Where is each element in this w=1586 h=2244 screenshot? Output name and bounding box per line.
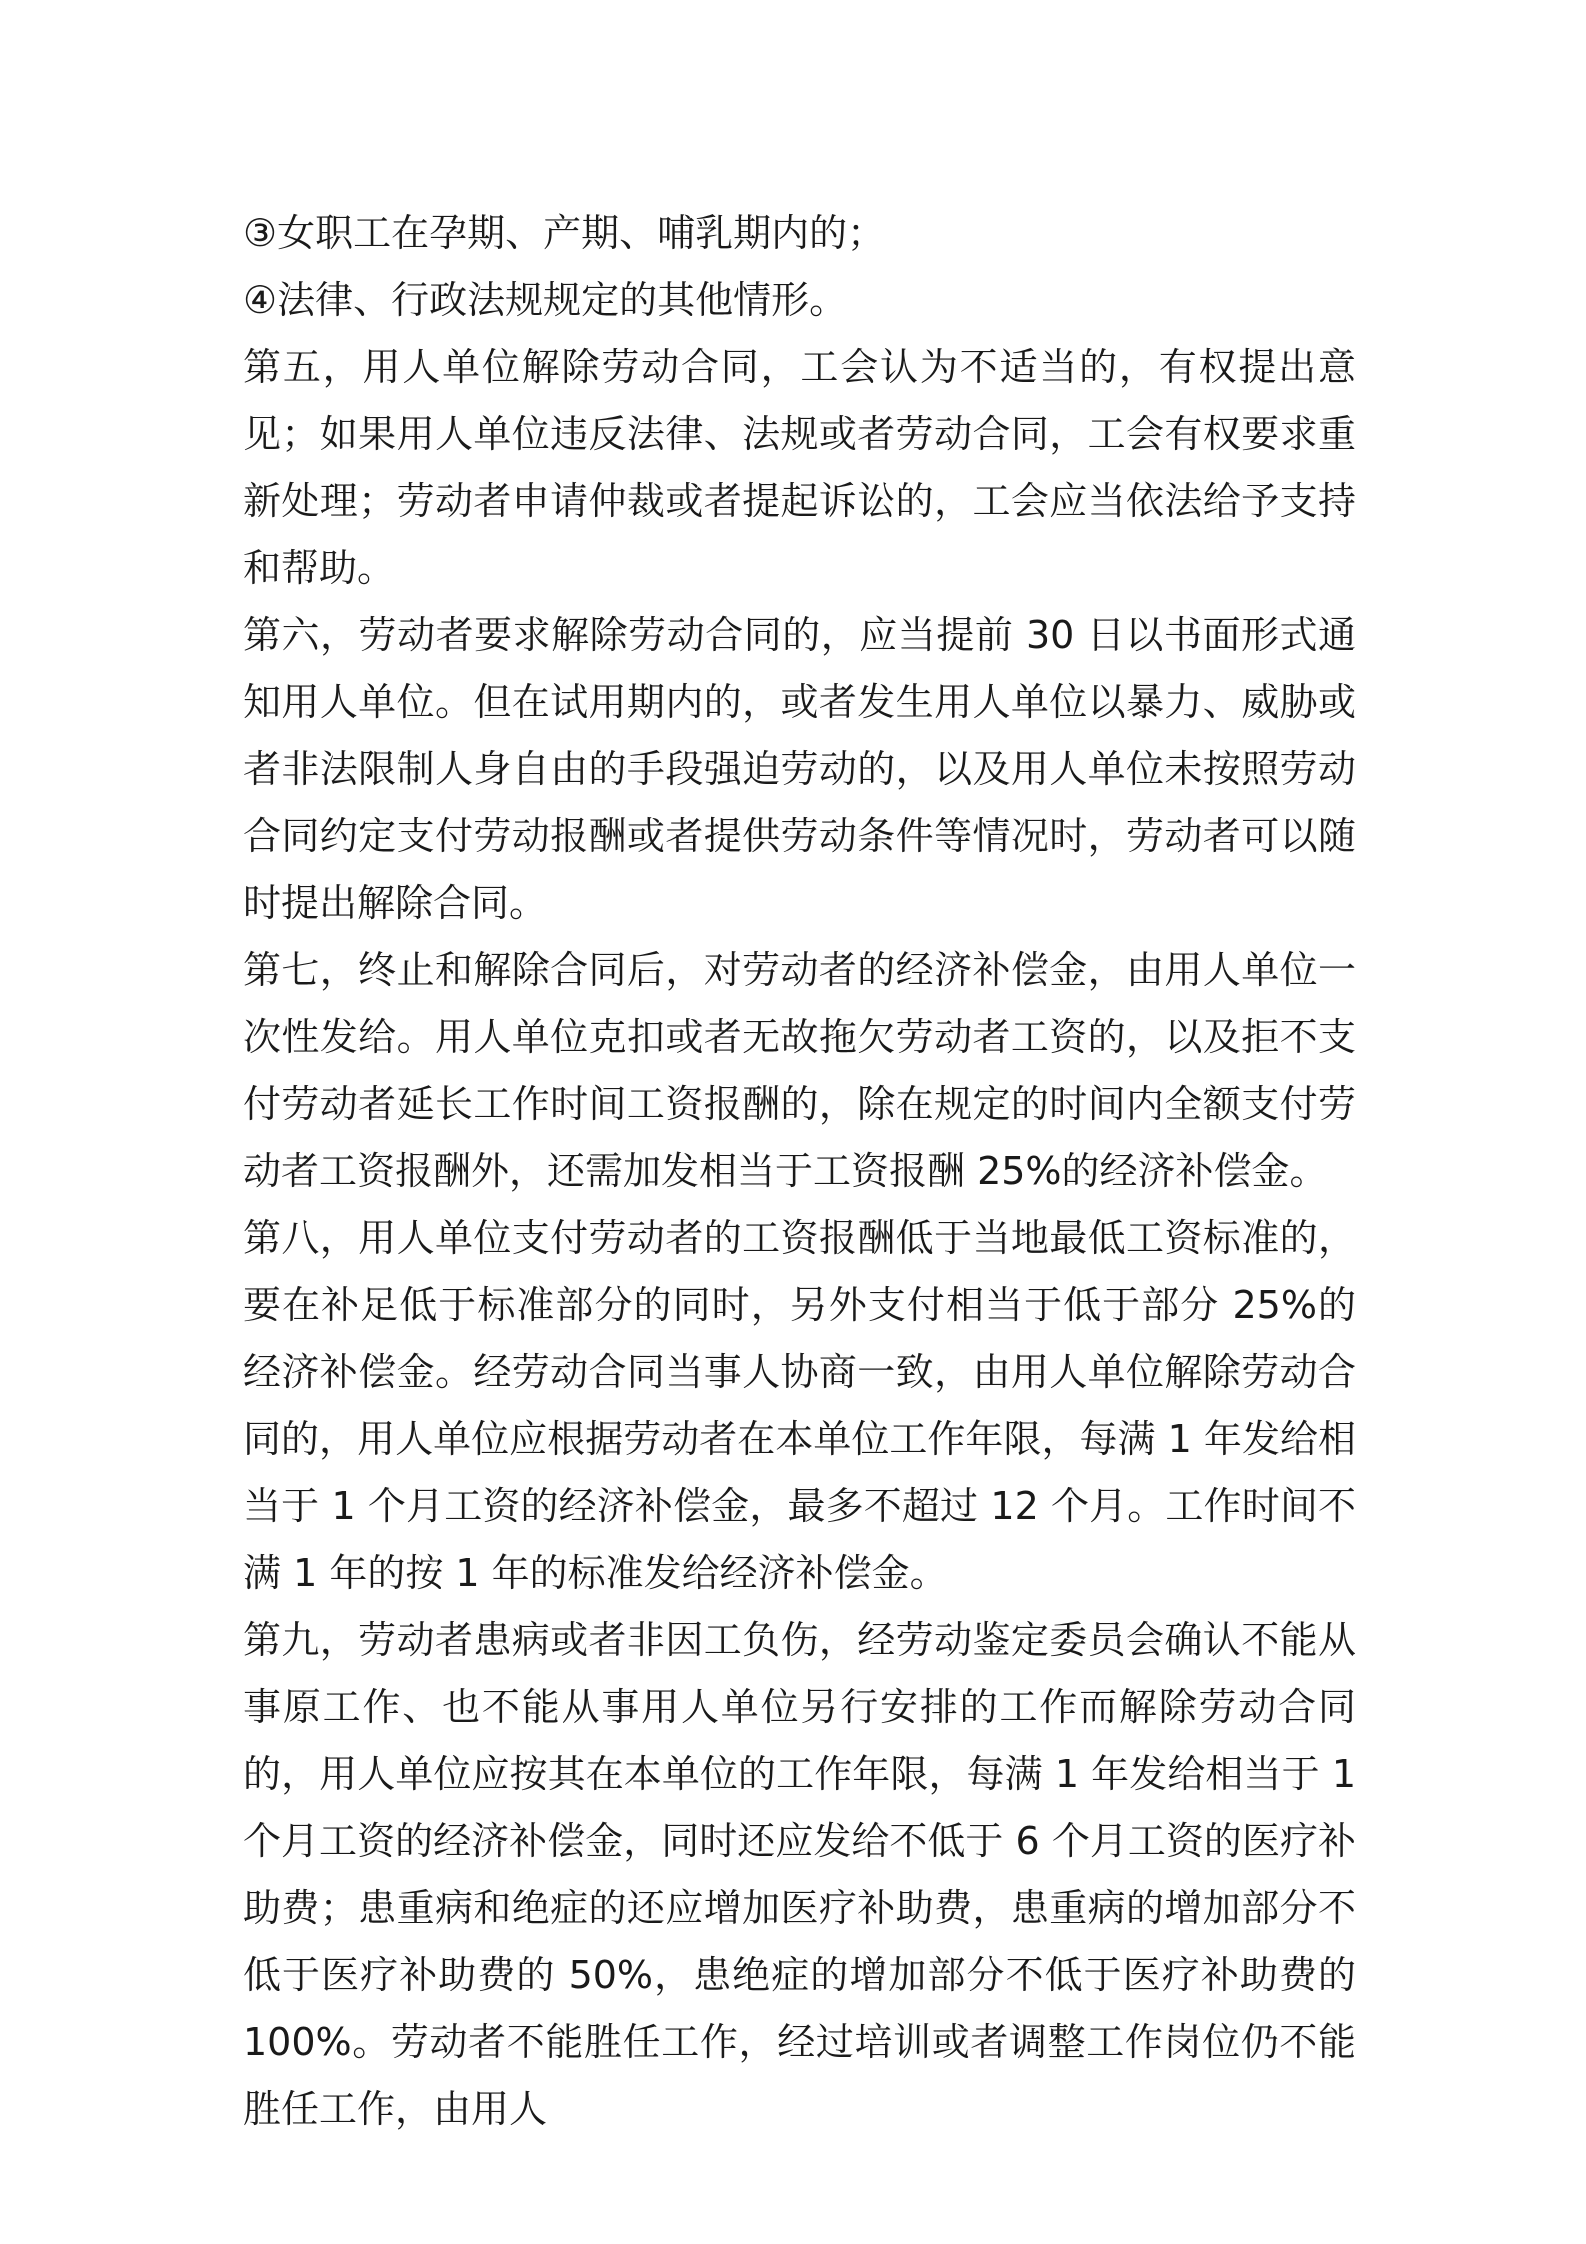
paragraph-article-5: 第五，用人单位解除劳动合同，工会认为不适当的，有权提出意见；如果用人单位违反法律、法规或者劳动合同，工会有权要求重新处理；劳动者申请仲裁或者提起诉讼的，工会应当依法给予支持和帮助。	[243, 345, 1356, 590]
paragraph-article-8: 第八，用人单位支付劳动者的工资报酬低于当地最低工资标准的，要在补足低于标准部分的同时，另外支付相当于低于部分 25%的经济补偿金。经劳动合同当事人协商一致，由用人单位解除劳动合同的，用人单位应根据劳动者在本单位工作年限，每满 1 年发给相当于 1 个月工资的经济补偿金，最多不超过 12 个月。工作时间不满 1 年的按 1 年的标准发给经济补偿金。	[243, 1216, 1356, 1595]
paragraph-item-4: ④法律、行政法规规定的其他情形。	[243, 278, 848, 322]
paragraph-article-9: 第九，劳动者患病或者非因工负伤，经劳动鉴定委员会确认不能从事原工作、也不能从事用人单位另行安排的工作而解除劳动合同的，用人单位应按其在本单位的工作年限，每满 1 年发给相当于 1 个月工资的经济补偿金，同时还应发给不低于 6 个月工资的医疗补助费；患重病和绝症的还应增加医疗补助费，患重病的增加部分不低于医疗补助费的 50%，患绝症的增加部分不低于医疗补助费的 100%。劳动者不能胜任工作，经过培训或者调整工作岗位仍不能胜任工作，由用人	[243, 1618, 1356, 2131]
document-body	[243, 200, 1356, 2143]
paragraph-article-7: 第七，终止和解除合同后，对劳动者的经济补偿金，由用人单位一次性发给。用人单位克扣或者无故拖欠劳动者工资的，以及拒不支付劳动者延长工作时间工资报酬的，除在规定的时间内全额支付劳动者工资报酬外，还需加发相当于工资报酬 25%的经济补偿金。	[243, 948, 1356, 1193]
paragraph-item-3: ③女职工在孕期、产期、哺乳期内的；	[243, 211, 886, 255]
paragraph-article-6: 第六，劳动者要求解除劳动合同的，应当提前 30 日以书面形式通知用人单位。但在试用期内的，或者发生用人单位以暴力、威胁或者非法限制人身自由的手段强迫劳动的，以及用人单位未按照劳动合同约定支付劳动报酬或者提供劳动条件等情况时，劳动者可以随时提出解除合同。	[243, 613, 1356, 925]
